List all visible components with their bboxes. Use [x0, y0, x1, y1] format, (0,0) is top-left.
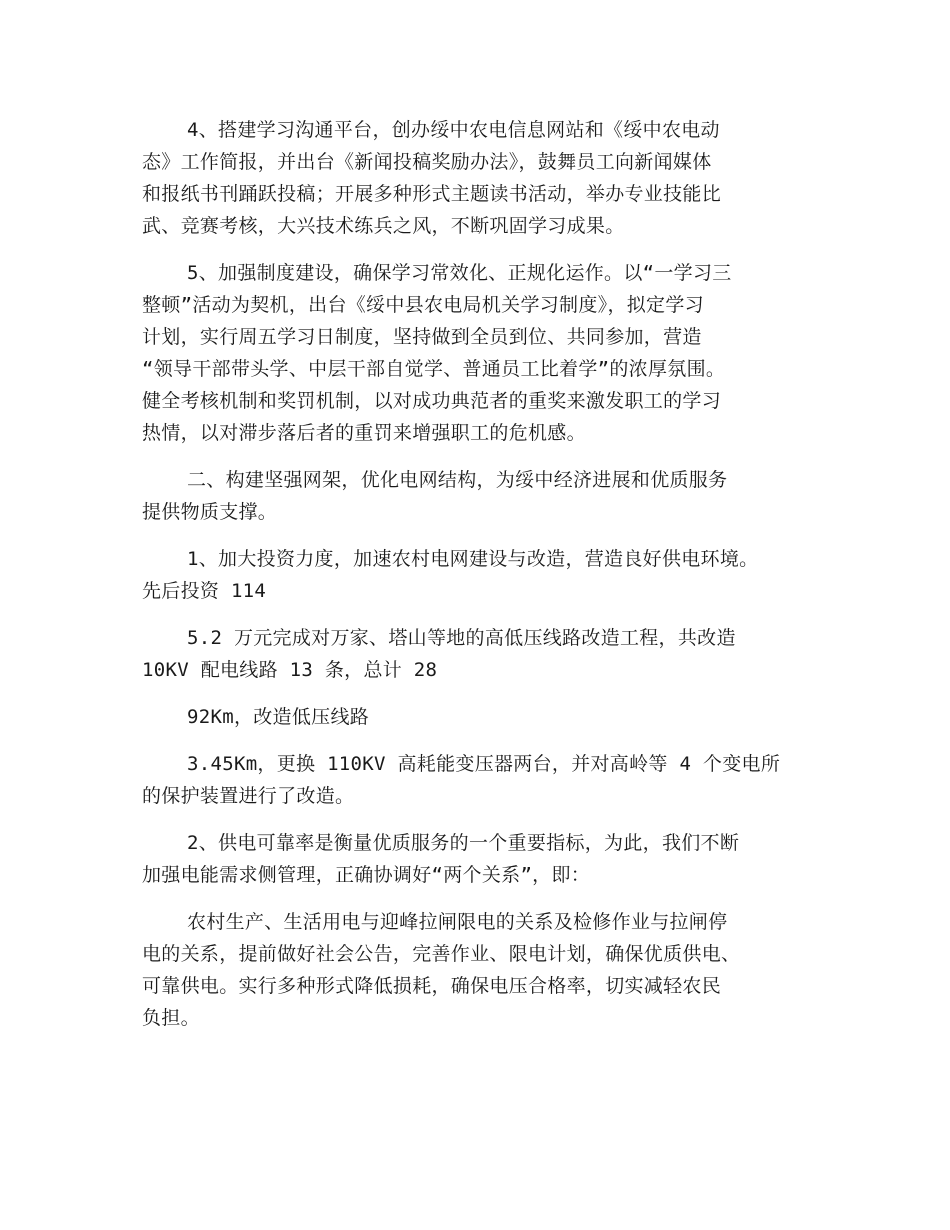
text-line: 和报纸书刊踊跃投稿；开展多种形式主题读书活动，举办专业技能比 [142, 183, 722, 205]
text-line: “领导干部带头学、中层干部自觉学、普通员工比着学”的浓厚氛围。 [142, 358, 726, 380]
text-line: 电的关系，提前做好社会公告，完善作业、限电计划，确保优质供电、 [142, 943, 741, 965]
text-line: 92Km，改造低压线路 [187, 706, 370, 728]
text-line: 3.45Km，更换 110KV 高耗能变压器两台，并对高岭等 4 个变电所 [187, 753, 781, 775]
text-line: 态》工作简报，并出台《新闻投稿奖励办法》，鼓舞员工向新闻媒体 [142, 151, 712, 173]
text-line: 1、加大投资力度，加速农村电网建设与改造，营造良好供电环境。 [187, 548, 759, 570]
text-line: 5、加强制度建设，确保学习常效化、正规化运作。以“一学习三 [187, 262, 732, 284]
text-line: 的保护装置进行了改造。 [142, 785, 355, 807]
text-line: 整顿”活动为契机，出台《绥中县农电局机关学习制度》，拟定学习 [142, 294, 704, 316]
text-line: 先后投资 114 [142, 580, 267, 602]
text-line: 5.2 万元完成对万家、塔山等地的高低压线路改造工程，共改造 [187, 627, 736, 649]
section-heading: 提供物质支撑。 [142, 501, 278, 523]
text-line: 可靠供电。实行多种形式降低损耗，确保电压合格率，切实减轻农民 [142, 975, 722, 997]
section-heading: 二、构建坚强网架，优化电网结构，为绥中经济进展和优质服务 [187, 469, 728, 491]
text-line: 健全考核机制和奖罚机制，以对成功典范者的重奖来激发职工的学习 [142, 390, 722, 412]
text-line: 计划，实行周五学习日制度，坚持做到全员到位、共同参加，营造 [142, 326, 702, 348]
text-line: 10KV 配电线路 13 条，总计 28 [142, 659, 438, 681]
text-line: 热情，以对滞步落后者的重罚来增强职工的危机感。 [142, 422, 586, 444]
text-line: 负担。 [142, 1007, 200, 1029]
text-line: 加强电能需求侧管理，正确协调好“两个关系”，即： [142, 864, 591, 886]
text-line: 2、供电可靠率是衡量优质服务的一个重要指标，为此，我们不断 [187, 832, 740, 854]
text-line: 农村生产、生活用电与迎峰拉闸限电的关系及检修作业与拉闸停 [187, 911, 728, 933]
text-line: 武、竞赛考核，大兴技术练兵之风，不断巩固学习成果。 [142, 215, 625, 237]
text-line: 4、搭建学习沟通平台，创办绥中农电信息网站和《绥中农电动 [187, 119, 720, 141]
